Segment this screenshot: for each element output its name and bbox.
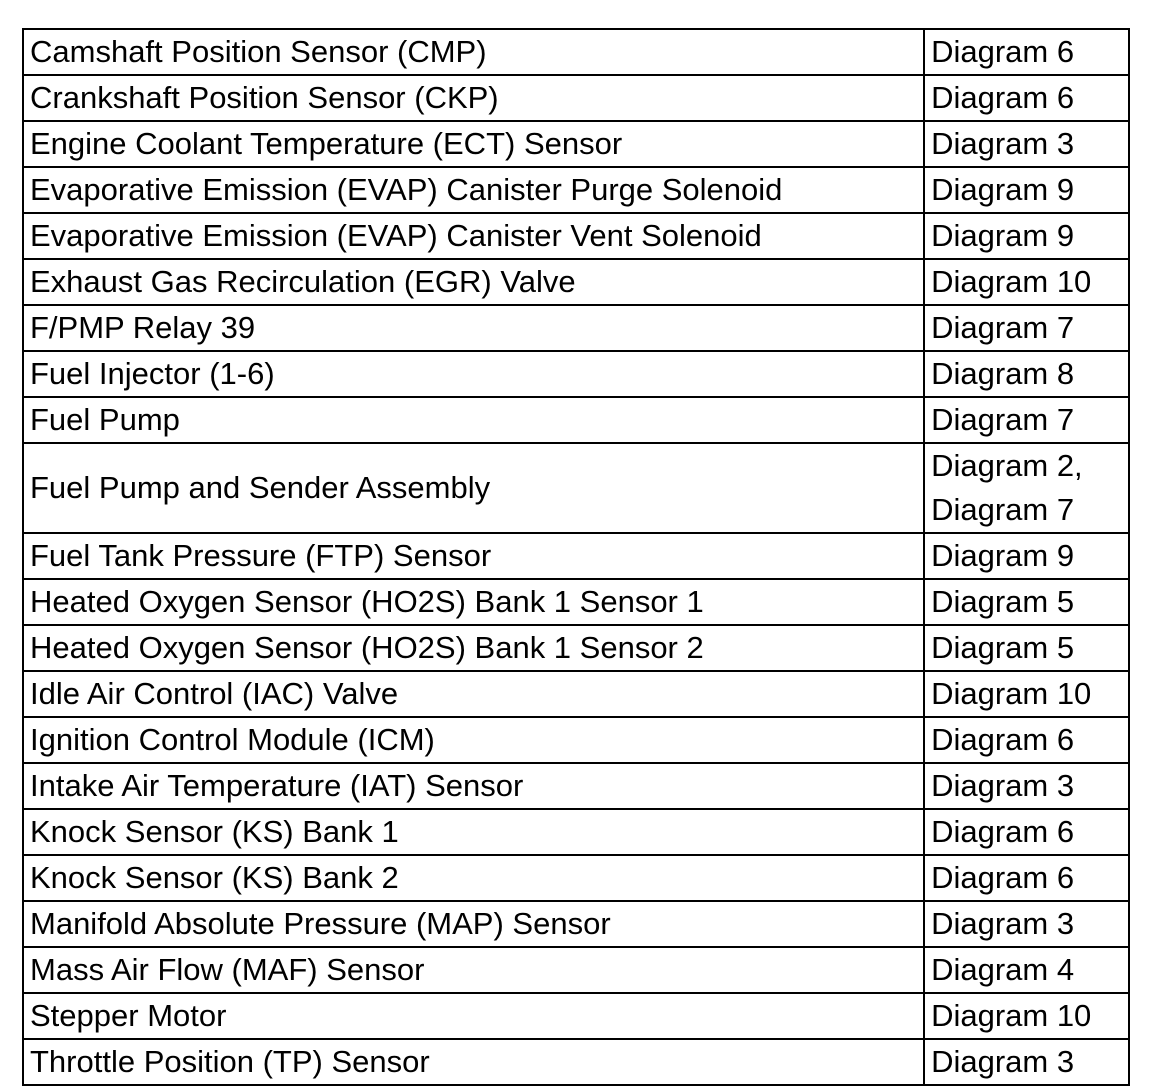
component-name-cell: Intake Air Temperature (IAT) Sensor [23, 763, 924, 809]
table-row [23, 121, 1129, 167]
table-row [23, 579, 1129, 625]
component-name-cell: Fuel Pump [23, 397, 924, 443]
component-name-cell: Manifold Absolute Pressure (MAP) Sensor [23, 901, 924, 947]
component-diagram-table [22, 28, 1130, 1086]
diagram-reference: Diagram 6 [931, 722, 1075, 757]
diagram-reference: Diagram 7 [931, 492, 1075, 527]
diagram-reference: Diagram 6 [931, 860, 1075, 895]
table-row [23, 29, 1129, 75]
table-row [23, 259, 1129, 305]
diagram-reference: Diagram 7 [931, 310, 1075, 345]
component-name-cell: Fuel Pump and Sender Assembly [23, 443, 924, 533]
diagram-reference: Diagram 3 [931, 126, 1075, 161]
diagram-reference-cell [924, 717, 1129, 763]
diagram-reference-cell [924, 443, 1129, 533]
diagram-reference-cell [924, 397, 1129, 443]
diagram-reference: Diagram 5 [931, 584, 1075, 619]
diagram-reference-cell [924, 213, 1129, 259]
diagram-reference: Diagram 7 [931, 402, 1075, 437]
table-row [23, 167, 1129, 213]
component-name-cell: Crankshaft Position Sensor (CKP) [23, 75, 924, 121]
table-row [23, 855, 1129, 901]
diagram-reference: Diagram 9 [931, 172, 1075, 207]
diagram-reference: Diagram 10 [931, 264, 1092, 299]
diagram-reference: Diagram 4 [931, 952, 1075, 987]
table-row [23, 993, 1129, 1039]
diagram-reference-cell [924, 671, 1129, 717]
table-row [23, 947, 1129, 993]
component-name-cell: Knock Sensor (KS) Bank 1 [23, 809, 924, 855]
table-row [23, 625, 1129, 671]
table-row [23, 901, 1129, 947]
diagram-reference-cell [924, 75, 1129, 121]
table-row [23, 305, 1129, 351]
table-row [23, 351, 1129, 397]
table-row [23, 1039, 1129, 1085]
table-row [23, 75, 1129, 121]
component-name-cell: Idle Air Control (IAC) Valve [23, 671, 924, 717]
component-name-cell: Camshaft Position Sensor (CMP) [23, 29, 924, 75]
diagram-reference-cell [924, 579, 1129, 625]
diagram-reference-cell [924, 993, 1129, 1039]
component-name-cell: Stepper Motor [23, 993, 924, 1039]
diagram-reference-cell [924, 1039, 1129, 1085]
component-name-cell: F/PMP Relay 39 [23, 305, 924, 351]
diagram-reference: Diagram 10 [931, 676, 1092, 711]
diagram-reference: Diagram 6 [931, 80, 1075, 115]
diagram-reference: Diagram 3 [931, 906, 1075, 941]
diagram-reference-cell [924, 121, 1129, 167]
diagram-reference-cell [924, 901, 1129, 947]
diagram-reference: Diagram 5 [931, 630, 1075, 665]
diagram-reference: Diagram 6 [931, 34, 1075, 69]
diagram-reference: Diagram 9 [931, 218, 1075, 253]
component-name-cell: Engine Coolant Temperature (ECT) Sensor [23, 121, 924, 167]
table-body [23, 29, 1129, 1085]
component-name-cell: Fuel Tank Pressure (FTP) Sensor [23, 533, 924, 579]
diagram-reference-cell [924, 259, 1129, 305]
table-row [23, 397, 1129, 443]
diagram-reference-cell [924, 167, 1129, 213]
diagram-reference-cell [924, 29, 1129, 75]
component-name-cell: Fuel Injector (1-6) [23, 351, 924, 397]
table-row [23, 717, 1129, 763]
table-row [23, 671, 1129, 717]
diagram-reference-cell [924, 855, 1129, 901]
diagram-reference-cell [924, 763, 1129, 809]
diagram-reference-cell [924, 533, 1129, 579]
diagram-reference-cell [924, 809, 1129, 855]
table-row [23, 533, 1129, 579]
component-name-cell: Evaporative Emission (EVAP) Canister Purge Solenoid [23, 167, 924, 213]
diagram-reference: Diagram 9 [931, 538, 1075, 573]
component-name-cell: Throttle Position (TP) Sensor [23, 1039, 924, 1085]
component-name-cell: Evaporative Emission (EVAP) Canister Vent Solenoid [23, 213, 924, 259]
component-name-cell: Heated Oxygen Sensor (HO2S) Bank 1 Sensor 1 [23, 579, 924, 625]
diagram-reference-cell [924, 625, 1129, 671]
diagram-reference-cell [924, 305, 1129, 351]
diagram-reference-cell [924, 351, 1129, 397]
diagram-reference: Diagram 3 [931, 1044, 1075, 1079]
component-name-cell: Mass Air Flow (MAF) Sensor [23, 947, 924, 993]
component-name-cell: Knock Sensor (KS) Bank 2 [23, 855, 924, 901]
diagram-reference: Diagram 6 [931, 814, 1075, 849]
diagram-reference: Diagram 3 [931, 768, 1075, 803]
diagram-reference: Diagram 10 [931, 998, 1092, 1033]
table-row [23, 443, 1129, 533]
table-row [23, 763, 1129, 809]
diagram-reference: Diagram 2, [931, 448, 1083, 483]
component-name-cell: Ignition Control Module (ICM) [23, 717, 924, 763]
diagram-reference: Diagram 8 [931, 356, 1075, 391]
component-name-cell: Heated Oxygen Sensor (HO2S) Bank 1 Sensor 2 [23, 625, 924, 671]
component-name-cell: Exhaust Gas Recirculation (EGR) Valve [23, 259, 924, 305]
table-row [23, 809, 1129, 855]
table-row [23, 213, 1129, 259]
diagram-reference-cell [924, 947, 1129, 993]
